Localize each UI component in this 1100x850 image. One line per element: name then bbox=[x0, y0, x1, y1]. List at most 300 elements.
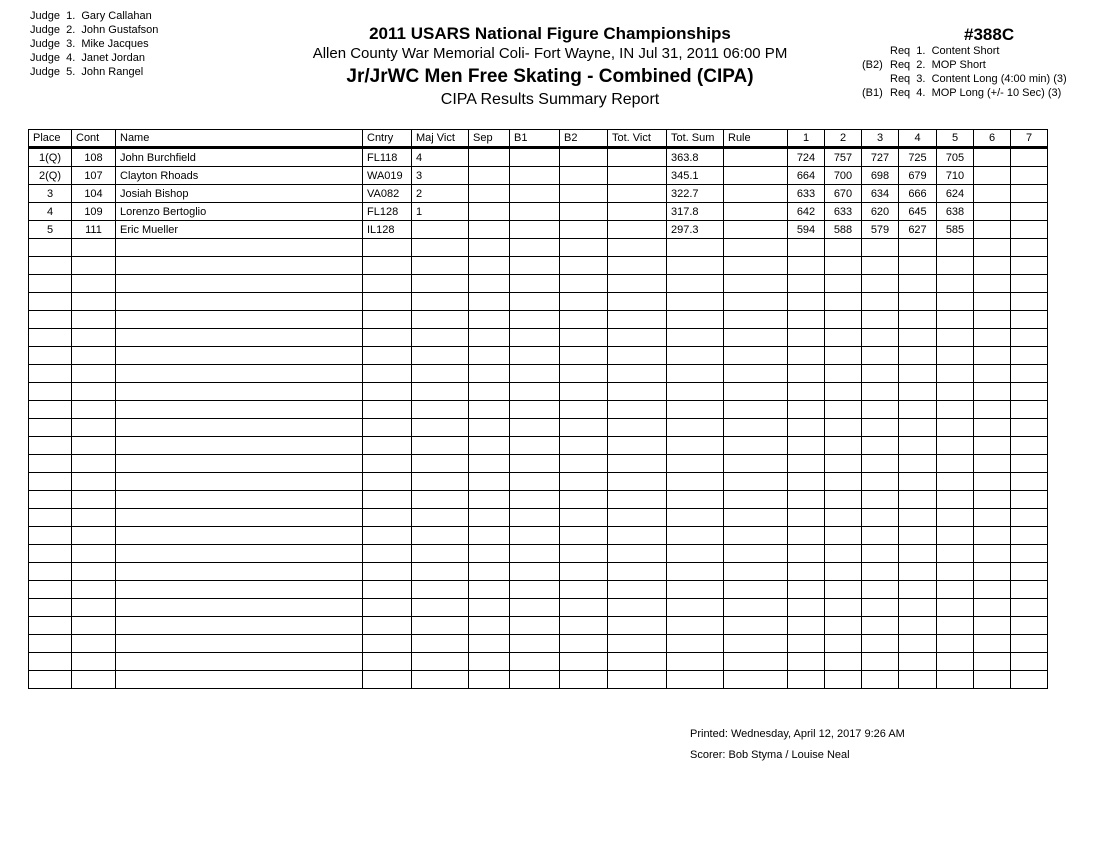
cell-maj-vict bbox=[412, 365, 469, 383]
cell-tot-vict bbox=[608, 275, 667, 293]
cell-j1 bbox=[788, 239, 825, 257]
cell-j7 bbox=[1011, 473, 1048, 491]
cell-j2 bbox=[825, 239, 862, 257]
cell-place: 4 bbox=[29, 203, 72, 221]
cell-j6 bbox=[974, 293, 1011, 311]
cell-cntry bbox=[363, 239, 412, 257]
cell-j7 bbox=[1011, 653, 1048, 671]
cell-j2 bbox=[825, 563, 862, 581]
cell-cont bbox=[72, 383, 116, 401]
cell-j1 bbox=[788, 275, 825, 293]
cell-j3: 634 bbox=[862, 185, 899, 203]
cell-maj-vict bbox=[412, 563, 469, 581]
cell-b1 bbox=[510, 419, 560, 437]
cell-j1: 664 bbox=[788, 167, 825, 185]
cell-sep bbox=[469, 581, 510, 599]
cell-place bbox=[29, 275, 72, 293]
cell-j7 bbox=[1011, 563, 1048, 581]
cell-cntry bbox=[363, 257, 412, 275]
cell-j4 bbox=[899, 581, 937, 599]
cell-name bbox=[116, 563, 363, 581]
cell-tot-sum bbox=[667, 563, 724, 581]
cell-j4 bbox=[899, 455, 937, 473]
cell-j4 bbox=[899, 257, 937, 275]
cell-j6 bbox=[974, 347, 1011, 365]
empty-table-row bbox=[29, 527, 1048, 545]
cell-j6 bbox=[974, 365, 1011, 383]
cell-b1 bbox=[510, 275, 560, 293]
cell-j6 bbox=[974, 653, 1011, 671]
cell-j7 bbox=[1011, 185, 1048, 203]
cell-j7 bbox=[1011, 419, 1048, 437]
cell-maj-vict bbox=[412, 311, 469, 329]
cell-j5 bbox=[937, 419, 974, 437]
cell-rule bbox=[724, 329, 788, 347]
cell-place bbox=[29, 419, 72, 437]
empty-table-row bbox=[29, 347, 1048, 365]
cell-name bbox=[116, 635, 363, 653]
cell-cntry bbox=[363, 473, 412, 491]
cell-j6 bbox=[974, 275, 1011, 293]
cell-j4 bbox=[899, 347, 937, 365]
cell-b2 bbox=[560, 293, 608, 311]
cell-sep bbox=[469, 383, 510, 401]
table-row bbox=[29, 185, 1048, 203]
cell-j6 bbox=[974, 383, 1011, 401]
cell-b2 bbox=[560, 347, 608, 365]
cell-j5 bbox=[937, 527, 974, 545]
cell-j5 bbox=[937, 329, 974, 347]
cell-cntry bbox=[363, 275, 412, 293]
cell-j1 bbox=[788, 545, 825, 563]
cell-rule bbox=[724, 473, 788, 491]
cell-cntry bbox=[363, 311, 412, 329]
printed-date: Printed: Wednesday, April 12, 2017 9:26 AM bbox=[690, 728, 905, 740]
cell-tot-vict bbox=[608, 653, 667, 671]
cell-j3 bbox=[862, 347, 899, 365]
cell-j4 bbox=[899, 365, 937, 383]
cell-cont bbox=[72, 599, 116, 617]
cell-sep bbox=[469, 148, 510, 167]
cell-sep bbox=[469, 347, 510, 365]
cell-j5: 705 bbox=[937, 148, 974, 167]
cell-b2 bbox=[560, 491, 608, 509]
championship-title: 2011 USARS National Figure Championships bbox=[369, 24, 731, 43]
cell-place bbox=[29, 257, 72, 275]
cell-sep bbox=[469, 365, 510, 383]
cell-j3 bbox=[862, 527, 899, 545]
cell-b1 bbox=[510, 545, 560, 563]
cell-b2 bbox=[560, 365, 608, 383]
cell-cont bbox=[72, 455, 116, 473]
cell-j4 bbox=[899, 635, 937, 653]
cell-j2: 633 bbox=[825, 203, 862, 221]
cell-j6 bbox=[974, 599, 1011, 617]
cell-rule bbox=[724, 563, 788, 581]
cell-b2 bbox=[560, 509, 608, 527]
cell-place: 3 bbox=[29, 185, 72, 203]
cell-rule bbox=[724, 527, 788, 545]
cell-sep bbox=[469, 509, 510, 527]
cell-j5 bbox=[937, 257, 974, 275]
cell-maj-vict: 3 bbox=[412, 167, 469, 185]
cell-name bbox=[116, 473, 363, 491]
cell-b2 bbox=[560, 455, 608, 473]
cell-b2 bbox=[560, 437, 608, 455]
cell-name bbox=[116, 329, 363, 347]
cell-j6 bbox=[974, 221, 1011, 239]
cell-maj-vict bbox=[412, 329, 469, 347]
cell-j5 bbox=[937, 563, 974, 581]
col-judge-3: 3 bbox=[862, 130, 899, 148]
cell-tot-vict bbox=[608, 509, 667, 527]
cell-sep bbox=[469, 653, 510, 671]
cell-name: Eric Mueller bbox=[116, 221, 363, 239]
cell-tot-vict bbox=[608, 311, 667, 329]
cell-place bbox=[29, 239, 72, 257]
cell-b1 bbox=[510, 221, 560, 239]
cell-j4 bbox=[899, 311, 937, 329]
cell-maj-vict bbox=[412, 545, 469, 563]
cell-rule bbox=[724, 617, 788, 635]
cell-maj-vict bbox=[412, 599, 469, 617]
cell-tot-vict bbox=[608, 257, 667, 275]
cell-tot-sum: 317.8 bbox=[667, 203, 724, 221]
cell-tot-vict bbox=[608, 148, 667, 167]
cell-j5 bbox=[937, 635, 974, 653]
cell-cntry bbox=[363, 383, 412, 401]
cell-place bbox=[29, 347, 72, 365]
requirement-1: Req 1. Content Short bbox=[890, 45, 1000, 57]
cell-j3 bbox=[862, 257, 899, 275]
cell-j2 bbox=[825, 581, 862, 599]
judge-5: Judge 5. John Rangel bbox=[30, 66, 144, 78]
cell-j6 bbox=[974, 437, 1011, 455]
cell-tot-sum bbox=[667, 581, 724, 599]
cell-place bbox=[29, 527, 72, 545]
cell-j1 bbox=[788, 509, 825, 527]
col-b2: B2 bbox=[560, 130, 608, 148]
cell-tot-vict bbox=[608, 347, 667, 365]
cell-j5 bbox=[937, 347, 974, 365]
cell-j4: 627 bbox=[899, 221, 937, 239]
empty-table-row bbox=[29, 635, 1048, 653]
judges-list bbox=[30, 9, 158, 79]
cell-j5 bbox=[937, 671, 974, 689]
cell-j1 bbox=[788, 401, 825, 419]
cell-tot-sum bbox=[667, 671, 724, 689]
cell-j6 bbox=[974, 148, 1011, 167]
cell-j1 bbox=[788, 437, 825, 455]
cell-j4 bbox=[899, 545, 937, 563]
cell-j4: 645 bbox=[899, 203, 937, 221]
report-title: CIPA Results Summary Report bbox=[440, 91, 660, 108]
cell-b1 bbox=[510, 311, 560, 329]
cell-maj-vict bbox=[412, 239, 469, 257]
cell-name: Josiah Bishop bbox=[116, 185, 363, 203]
cell-j7 bbox=[1011, 239, 1048, 257]
cell-rule bbox=[724, 599, 788, 617]
cell-j7 bbox=[1011, 401, 1048, 419]
cell-j6 bbox=[974, 257, 1011, 275]
cell-j5 bbox=[937, 581, 974, 599]
cell-j2: 700 bbox=[825, 167, 862, 185]
cell-b1 bbox=[510, 455, 560, 473]
empty-table-row bbox=[29, 671, 1048, 689]
cell-b2 bbox=[560, 419, 608, 437]
cell-b1 bbox=[510, 347, 560, 365]
cell-j2 bbox=[825, 365, 862, 383]
cell-j7 bbox=[1011, 509, 1048, 527]
cell-place bbox=[29, 473, 72, 491]
cell-j7 bbox=[1011, 617, 1048, 635]
cell-j7 bbox=[1011, 455, 1048, 473]
cell-place bbox=[29, 293, 72, 311]
col-tot-vict: Tot. Vict bbox=[608, 130, 667, 148]
cell-name bbox=[116, 275, 363, 293]
cell-j1 bbox=[788, 617, 825, 635]
cell-sep bbox=[469, 527, 510, 545]
cell-j4 bbox=[899, 509, 937, 527]
cell-tot-sum bbox=[667, 509, 724, 527]
empty-table-row bbox=[29, 419, 1048, 437]
cell-j2 bbox=[825, 275, 862, 293]
cell-sep bbox=[469, 329, 510, 347]
cell-sep bbox=[469, 617, 510, 635]
cell-name bbox=[116, 311, 363, 329]
table-row bbox=[29, 148, 1048, 167]
cell-j7 bbox=[1011, 347, 1048, 365]
cell-j7 bbox=[1011, 311, 1048, 329]
empty-table-row bbox=[29, 275, 1048, 293]
cell-j2: 588 bbox=[825, 221, 862, 239]
cell-tot-vict bbox=[608, 401, 667, 419]
cell-rule bbox=[724, 401, 788, 419]
cell-b2 bbox=[560, 473, 608, 491]
requirement-2: (B2) Req 2. MOP Short bbox=[862, 59, 986, 71]
cell-cntry bbox=[363, 599, 412, 617]
cell-rule bbox=[724, 365, 788, 383]
cell-cntry bbox=[363, 419, 412, 437]
cell-rule bbox=[724, 148, 788, 167]
cell-b2 bbox=[560, 653, 608, 671]
cell-sep bbox=[469, 203, 510, 221]
cell-j6 bbox=[974, 311, 1011, 329]
cell-b2 bbox=[560, 239, 608, 257]
cell-j5 bbox=[937, 275, 974, 293]
cell-j5 bbox=[937, 617, 974, 635]
judge-4: Judge 4. Janet Jordan bbox=[30, 52, 145, 64]
cell-tot-sum bbox=[667, 473, 724, 491]
cell-place bbox=[29, 617, 72, 635]
cell-tot-vict bbox=[608, 185, 667, 203]
cell-rule bbox=[724, 671, 788, 689]
cell-b1 bbox=[510, 491, 560, 509]
cell-tot-sum bbox=[667, 635, 724, 653]
results-table bbox=[28, 129, 1048, 689]
cell-cont: 108 bbox=[72, 148, 116, 167]
table-body bbox=[29, 148, 1048, 689]
cell-j1 bbox=[788, 581, 825, 599]
cell-name bbox=[116, 365, 363, 383]
cell-j3 bbox=[862, 311, 899, 329]
cell-j2 bbox=[825, 347, 862, 365]
cell-tot-sum bbox=[667, 653, 724, 671]
empty-table-row bbox=[29, 311, 1048, 329]
empty-table-row bbox=[29, 509, 1048, 527]
cell-tot-vict bbox=[608, 671, 667, 689]
cell-place bbox=[29, 545, 72, 563]
empty-table-row bbox=[29, 617, 1048, 635]
cell-j6 bbox=[974, 671, 1011, 689]
cell-cont bbox=[72, 653, 116, 671]
cell-b1 bbox=[510, 599, 560, 617]
cell-j1 bbox=[788, 599, 825, 617]
cell-j6 bbox=[974, 401, 1011, 419]
cell-place: 2(Q) bbox=[29, 167, 72, 185]
cell-rule bbox=[724, 383, 788, 401]
cell-rule bbox=[724, 581, 788, 599]
cell-j5 bbox=[937, 545, 974, 563]
cell-j3 bbox=[862, 239, 899, 257]
cell-rule bbox=[724, 221, 788, 239]
cell-j7 bbox=[1011, 491, 1048, 509]
cell-j1 bbox=[788, 365, 825, 383]
cell-maj-vict bbox=[412, 581, 469, 599]
cell-j6 bbox=[974, 563, 1011, 581]
col-cntry: Cntry bbox=[363, 130, 412, 148]
cell-maj-vict bbox=[412, 527, 469, 545]
cell-b1 bbox=[510, 148, 560, 167]
cell-b1 bbox=[510, 563, 560, 581]
cell-rule bbox=[724, 509, 788, 527]
cell-rule bbox=[724, 635, 788, 653]
cell-j2 bbox=[825, 653, 862, 671]
cell-j4 bbox=[899, 419, 937, 437]
cell-rule bbox=[724, 293, 788, 311]
cell-j7 bbox=[1011, 167, 1048, 185]
cell-cntry bbox=[363, 635, 412, 653]
cell-tot-sum bbox=[667, 257, 724, 275]
cell-j1: 594 bbox=[788, 221, 825, 239]
cell-cntry bbox=[363, 401, 412, 419]
cell-tot-vict bbox=[608, 581, 667, 599]
judge-1: Judge 1. Gary Callahan bbox=[30, 10, 152, 22]
cell-j7 bbox=[1011, 599, 1048, 617]
empty-table-row bbox=[29, 329, 1048, 347]
cell-j1 bbox=[788, 473, 825, 491]
cell-tot-vict bbox=[608, 221, 667, 239]
cell-rule bbox=[724, 257, 788, 275]
cell-sep bbox=[469, 599, 510, 617]
cell-sep bbox=[469, 311, 510, 329]
cell-cont: 109 bbox=[72, 203, 116, 221]
cell-j3 bbox=[862, 671, 899, 689]
cell-j6 bbox=[974, 185, 1011, 203]
cell-sep bbox=[469, 257, 510, 275]
cell-tot-sum bbox=[667, 293, 724, 311]
cell-cont bbox=[72, 545, 116, 563]
cell-place bbox=[29, 401, 72, 419]
cell-tot-sum bbox=[667, 419, 724, 437]
cell-j3 bbox=[862, 473, 899, 491]
cell-maj-vict: 4 bbox=[412, 148, 469, 167]
cell-maj-vict bbox=[412, 347, 469, 365]
cell-name bbox=[116, 437, 363, 455]
cell-place bbox=[29, 365, 72, 383]
cell-name bbox=[116, 383, 363, 401]
venue-line: Allen County War Memorial Coli- Fort Wayne, IN Jul 31, 2011 06:00 PM bbox=[312, 45, 788, 62]
cell-b2 bbox=[560, 527, 608, 545]
cell-b1 bbox=[510, 203, 560, 221]
cell-j6 bbox=[974, 509, 1011, 527]
cell-name bbox=[116, 581, 363, 599]
cell-j7 bbox=[1011, 581, 1048, 599]
cell-tot-sum bbox=[667, 527, 724, 545]
cell-j1 bbox=[788, 329, 825, 347]
cell-j7 bbox=[1011, 257, 1048, 275]
cell-j1 bbox=[788, 653, 825, 671]
col-b1: B1 bbox=[510, 130, 560, 148]
cell-j6 bbox=[974, 527, 1011, 545]
table-row bbox=[29, 221, 1048, 239]
cell-b1 bbox=[510, 527, 560, 545]
cell-tot-sum bbox=[667, 311, 724, 329]
cell-sep bbox=[469, 671, 510, 689]
cell-cont: 107 bbox=[72, 167, 116, 185]
cell-b2 bbox=[560, 257, 608, 275]
empty-table-row bbox=[29, 383, 1048, 401]
cell-tot-vict bbox=[608, 527, 667, 545]
cell-j4 bbox=[899, 437, 937, 455]
cell-j3 bbox=[862, 365, 899, 383]
cell-j1 bbox=[788, 671, 825, 689]
cell-b2 bbox=[560, 383, 608, 401]
cell-j7 bbox=[1011, 365, 1048, 383]
cell-tot-sum bbox=[667, 491, 724, 509]
cell-j6 bbox=[974, 581, 1011, 599]
judge-3: Judge 3. Mike Jacques bbox=[30, 38, 149, 50]
cell-name bbox=[116, 617, 363, 635]
cell-name bbox=[116, 527, 363, 545]
cell-j3 bbox=[862, 635, 899, 653]
cell-b1 bbox=[510, 635, 560, 653]
empty-table-row bbox=[29, 581, 1048, 599]
cell-j5 bbox=[937, 599, 974, 617]
empty-table-row bbox=[29, 365, 1048, 383]
cell-rule bbox=[724, 419, 788, 437]
cell-maj-vict bbox=[412, 293, 469, 311]
cell-j3 bbox=[862, 329, 899, 347]
cell-rule bbox=[724, 491, 788, 509]
cell-j5: 585 bbox=[937, 221, 974, 239]
cell-cont bbox=[72, 617, 116, 635]
cell-j5: 710 bbox=[937, 167, 974, 185]
cell-j1 bbox=[788, 563, 825, 581]
cell-j4 bbox=[899, 671, 937, 689]
cell-cont bbox=[72, 437, 116, 455]
cell-j1: 642 bbox=[788, 203, 825, 221]
cell-b2 bbox=[560, 185, 608, 203]
cell-b1 bbox=[510, 329, 560, 347]
empty-table-row bbox=[29, 545, 1048, 563]
cell-tot-vict bbox=[608, 383, 667, 401]
cell-tot-vict bbox=[608, 473, 667, 491]
cell-cntry bbox=[363, 329, 412, 347]
cell-rule bbox=[724, 311, 788, 329]
cell-j1: 724 bbox=[788, 148, 825, 167]
cell-cntry: VA082 bbox=[363, 185, 412, 203]
